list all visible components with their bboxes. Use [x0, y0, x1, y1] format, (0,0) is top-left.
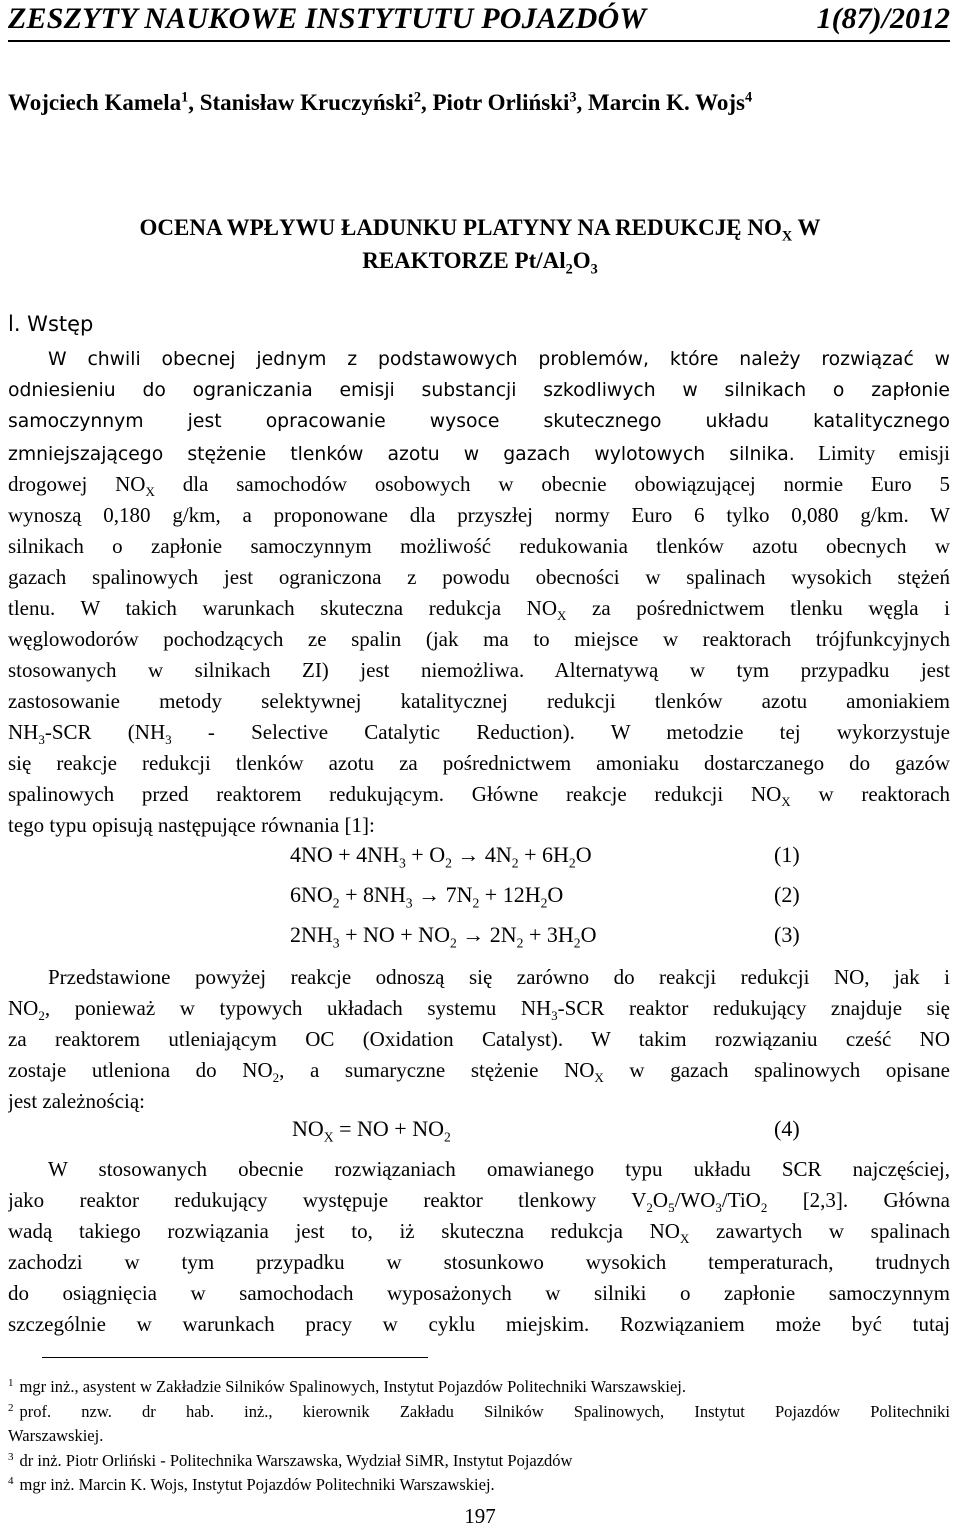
subscript: 2	[272, 1070, 280, 1085]
eq-text: → 4N	[451, 842, 512, 867]
journal-title: ZESZYTY NAUKOWE INSTYTUTU POJAZDÓW	[8, 2, 647, 35]
paragraph-text: , a sumaryczne stężenie NO	[279, 1058, 595, 1082]
title-text: W	[792, 215, 821, 240]
title-text: OCENA WPŁYWU ŁADUNKU PLATYNY NA REDUKCJĘ NO	[139, 215, 782, 240]
eq-text: O	[580, 922, 597, 947]
paragraph-text: zawartych w spalinach	[689, 1219, 950, 1243]
footnote-text: dr inż. Piotr Orliński - Politechnika Warszawska, Wydział SiMR, Instytut Pojazdów	[19, 1451, 573, 1470]
footnote-3	[8, 1450, 950, 1472]
footnote-text: mgr inż. Marcin K. Wojs, Instytut Pojazdów Politechniki Warszawskiej.	[19, 1475, 495, 1494]
eq-text: 4NO + 4NH	[290, 842, 399, 867]
paper-title-line-1	[0, 215, 960, 245]
subscript: 3	[715, 1200, 722, 1215]
footnote-number: 2	[8, 1401, 14, 1414]
paragraph-line: silnikach o zapłonie samoczynnym możliwość redukowania tlenków azotu obecnych w	[8, 534, 950, 558]
eq-text: NO	[292, 1116, 324, 1141]
paragraph-text: Limity emisji	[794, 441, 950, 465]
eq-text: = NO + NO	[333, 1116, 444, 1141]
paragraph-text: NH	[8, 720, 39, 744]
paragraph-line: zastosowanie metody selektywnej katalitycznej redukcji tlenków azotu amoniakiem	[8, 689, 950, 713]
paragraph-text: [2,3]. Główna	[767, 1188, 950, 1212]
paragraph-text: -SCR reaktor redukujący znajduje się	[557, 996, 950, 1020]
subscript: X	[556, 608, 567, 623]
eq-subscript: 2	[472, 895, 480, 911]
paragraph-text: -SCR (NH	[44, 720, 166, 744]
paragraph-line: odniesieniu do ograniczania emisji substancji szkodliwych w silnikach o zapłonie	[8, 380, 950, 401]
subscript: 2	[38, 1008, 45, 1023]
subscript: 3	[38, 732, 45, 747]
eq-text: → 7N	[412, 882, 473, 907]
paragraph-line: jest zależnością:	[8, 1089, 146, 1113]
paragraph-text: dla samochodów osobowych w obecnie obowiązującej normie Euro 5	[154, 472, 950, 496]
paragraph-text: w gazach spalinowych opisane	[603, 1058, 950, 1082]
footnote-2	[8, 1401, 950, 1423]
paragraph-line	[8, 1185, 950, 1215]
eq-text: → 2N	[456, 922, 517, 947]
equation-number: (2)	[774, 882, 800, 907]
eq-text: + 6H	[518, 842, 569, 867]
title-text: O	[572, 248, 591, 273]
subscript: 3	[551, 1008, 558, 1023]
paragraph-text: O	[652, 1188, 669, 1212]
paragraph-text: zostaje utleniona do NO	[8, 1058, 273, 1082]
paragraph-text: drogowej NO	[8, 472, 146, 496]
section-heading: l. Wstęp	[8, 312, 94, 336]
eq-subscript: 2	[332, 895, 340, 911]
subscript: 2	[646, 1200, 653, 1215]
footnote-number: 1	[8, 1376, 14, 1389]
eq-subscript: 2	[511, 855, 519, 871]
subscript: 2	[760, 1200, 768, 1215]
paragraph-line: Przedstawione powyżej reakcje odnoszą się zarówno do reakcji redukcji NO, jak i	[48, 965, 950, 989]
paragraph-line: W chwili obecnej jednym z podstawowych problemów, które należy rozwiązać w	[48, 349, 950, 370]
eq-subscript: 2	[573, 935, 581, 951]
paragraph-text: wadą takiego rozwiązania jest to, iż skuteczna redukcja NO	[8, 1219, 680, 1243]
subscript: X	[679, 1231, 690, 1246]
paragraph-line	[8, 469, 950, 499]
paragraph-text: /TiO	[721, 1188, 761, 1212]
author-name: Wojciech Kamela	[8, 90, 182, 115]
eq-text: 2NH	[290, 922, 333, 947]
equation-1	[290, 842, 592, 871]
eq-text: O	[575, 842, 592, 867]
paragraph-line	[8, 1055, 950, 1085]
eq-subscript: 3	[398, 855, 406, 871]
eq-text: O	[547, 882, 564, 907]
eq-subscript: 2	[540, 895, 548, 911]
eq-subscript: 2	[568, 855, 576, 871]
paragraph-line: węglowodorów pochodzących ze spalin (jak ma to miejsce w reaktorach trójfunkcyjnych	[8, 627, 950, 651]
paragraph-text: NO	[8, 996, 39, 1020]
paragraph-line: W stosowanych obecnie rozwiązaniach omawianego typu układu SCR najczęściej,	[48, 1157, 950, 1181]
paragraph-text: /WO	[674, 1188, 716, 1212]
footnote-text: prof. nzw. dr hab. inż., kierownik Zakładu Silników Spalinowych, Instytut Pojazdów Politechniki	[19, 1402, 950, 1421]
paragraph-line: wynoszą 0,180 g/km, a proponowane dla przyszłej normy Euro 6 tylko 0,080 g/km. W	[8, 503, 950, 527]
eq-text: + O	[405, 842, 446, 867]
author-separator: ,	[576, 90, 589, 115]
page-number: 197	[464, 1504, 496, 1528]
eq-text: + 8NH	[339, 882, 406, 907]
title-subscript: X	[781, 228, 793, 245]
paragraph-line	[8, 717, 950, 747]
equation-number: (4)	[774, 1116, 800, 1141]
paragraph-text: w reaktorach	[790, 782, 950, 806]
paragraph-text: tlenu. W takich warunkach skuteczna redukcja NO	[8, 596, 557, 620]
footnote-number: 4	[8, 1474, 14, 1487]
title-text: REAKTORZE Pt/Al	[362, 248, 566, 273]
equation-3	[290, 922, 597, 951]
subscript: X	[594, 1070, 604, 1085]
author-footnote-mark: 2	[413, 89, 421, 106]
paragraph-line: szczególnie w warunkach pracy w cyklu miejskim. Rozwiązaniem może być tutaj	[8, 1312, 950, 1336]
paragraph-line: stosowanych w silnikach ZI) jest niemożliwa. Alternatywą w tym przypadku jest	[8, 658, 950, 682]
author-name: Stanisław Kruczyński	[199, 90, 414, 115]
eq-text: + 3H	[523, 922, 574, 947]
footnote-text: mgr inż., asystent w Zakładzie Silników Spalinowych, Instytut Pojazdów Politechniki Warszawskiej.	[19, 1377, 687, 1396]
journal-header	[8, 0, 950, 42]
equation-4	[292, 1116, 451, 1145]
footnote-4	[8, 1474, 950, 1496]
footnote-divider	[42, 1357, 428, 1358]
paragraph-line	[8, 593, 950, 623]
footnote-1	[8, 1376, 950, 1398]
eq-text: + NO + NO	[339, 922, 450, 947]
eq-subscript: X	[323, 1129, 334, 1145]
paragraph-text: za pośrednictwem tlenku węgla i	[566, 596, 950, 620]
eq-subscript: 2	[444, 1129, 451, 1145]
eq-subscript: 3	[405, 895, 413, 911]
paragraph-text: jako reaktor redukujący występuje reaktor tlenkowy V	[8, 1188, 647, 1212]
eq-subscript: 3	[332, 935, 340, 951]
subscript: X	[145, 484, 155, 499]
paragraph-line	[8, 438, 950, 468]
equation-2	[290, 882, 564, 911]
paragraph-line: za reaktorem utleniającym OC (Oxidation Catalyst). W takim rozwiązaniu cześć NO	[8, 1027, 950, 1051]
paragraph-line: do osiągnięcia w samochodach wyposażonych w silniki o zapłonie samoczynnym	[8, 1281, 950, 1305]
eq-subscript: 2	[445, 855, 452, 871]
author-name: Marcin K. Wojs	[588, 90, 745, 115]
subscript: X	[781, 794, 791, 809]
subscript: 5	[668, 1200, 675, 1215]
paragraph-line: gazach spalinowych jest ograniczona z powodu obecności w spalinach wysokich stężeń	[8, 565, 950, 589]
paragraph-text: - Selective Catalytic Reduction). W metodzie tej wykorzystuje	[171, 720, 950, 744]
paragraph-line: samoczynnym jest opracowanie wysoce skutecznego układu katalitycznego	[8, 411, 950, 432]
author-footnote-mark: 4	[744, 89, 753, 106]
paragraph-text: , ponieważ w typowych układach systemu NH	[44, 996, 552, 1020]
eq-subscript: 2	[516, 935, 524, 951]
paragraph-text: zmniejszającego stężenie tlenków azotu w gazach wylotowych silnika.	[8, 444, 795, 465]
title-subscript: 2	[565, 261, 573, 278]
authors-line	[8, 90, 752, 116]
eq-text: 6NO	[290, 882, 333, 907]
paragraph-line: się reakcje redukcji tlenków azotu za pośrednictwem amoniaku dostarczanego do gazów	[8, 751, 950, 775]
author-separator: ,	[420, 90, 433, 115]
paragraph-line	[8, 993, 950, 1023]
paragraph-line: tego typu opisują następujące równania [1]:	[8, 813, 375, 837]
paragraph-line	[8, 1216, 950, 1246]
subscript: 3	[165, 732, 172, 747]
title-subscript: 3	[590, 261, 598, 278]
equation-number: (1)	[774, 842, 800, 867]
paragraph-text: spalinowych przed reaktorem redukującym. Główne reakcje redukcji NO	[8, 782, 782, 806]
footnote-2-cont: Warszawskiej.	[8, 1426, 104, 1445]
eq-text: + 12H	[479, 882, 541, 907]
author-separator: ,	[188, 90, 200, 115]
author-footnote-mark: 3	[569, 89, 577, 106]
paragraph-line	[8, 779, 950, 809]
author-footnote-mark: 1	[181, 89, 189, 106]
journal-issue: 1(87)/2012	[816, 2, 950, 35]
equation-number: (3)	[774, 922, 800, 947]
author-name: Piotr Orliński	[432, 90, 570, 115]
eq-subscript: 2	[449, 935, 457, 951]
paragraph-line: zachodzi w tym przypadku w stosunkowo wysokich temperaturach, trudnych	[8, 1250, 950, 1274]
paper-title-line-2	[0, 248, 960, 278]
footnote-number: 3	[8, 1450, 14, 1463]
